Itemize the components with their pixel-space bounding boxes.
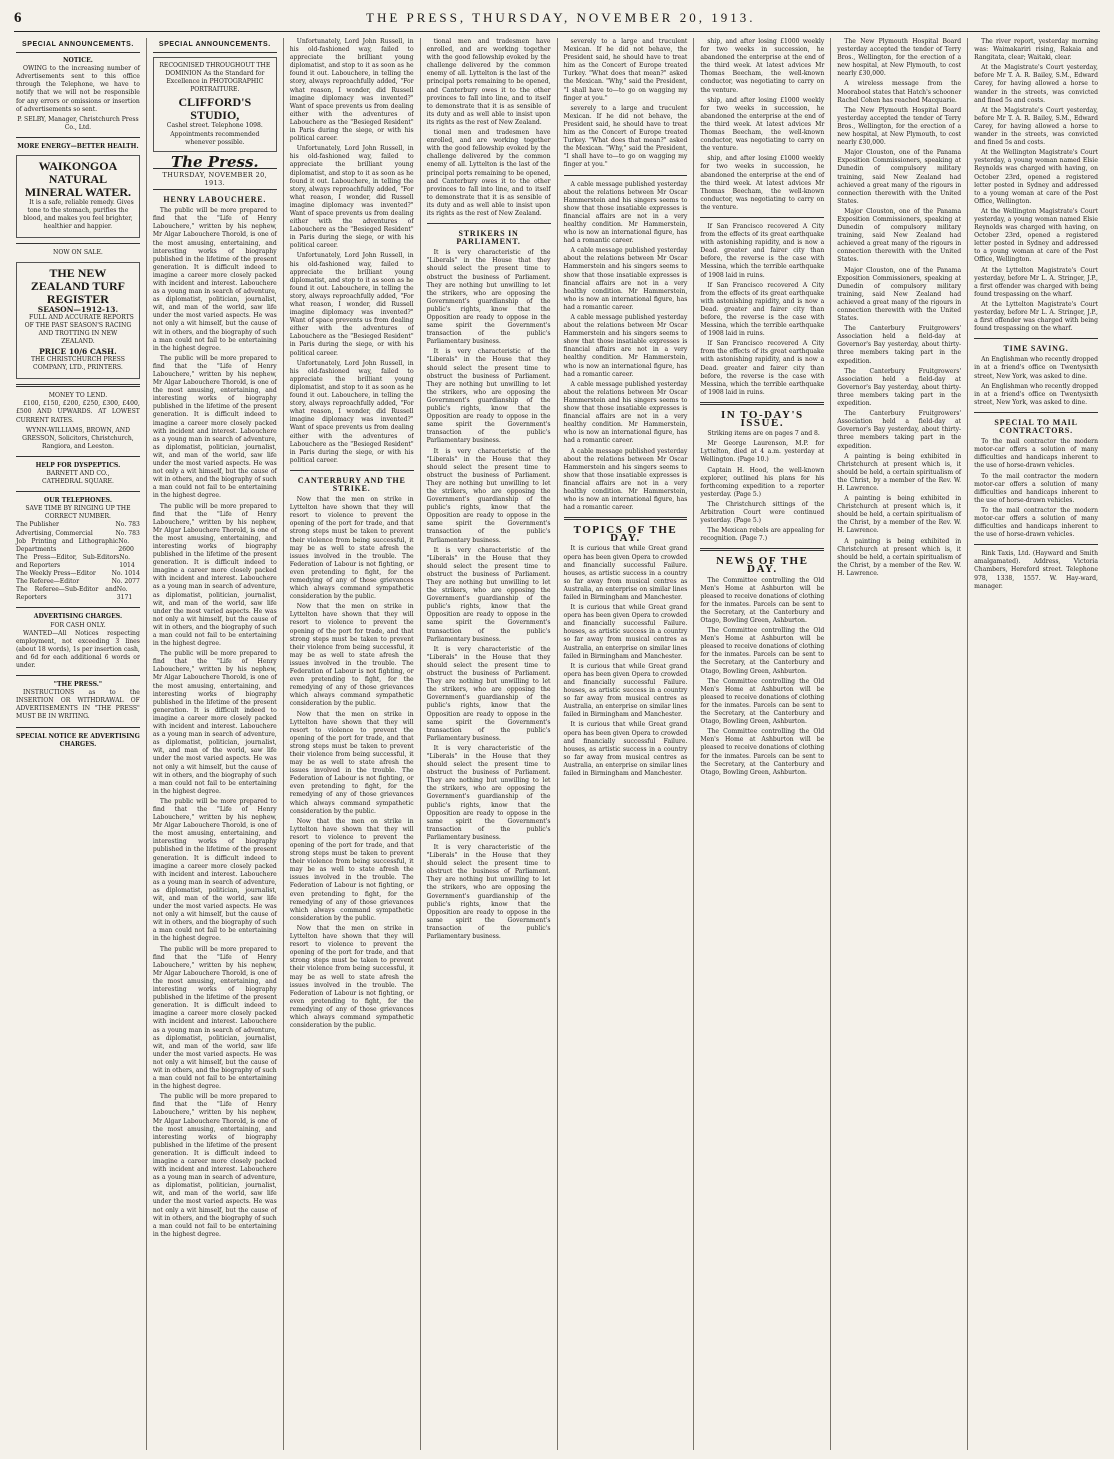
san-francisco-body: If San Francisco recovered A City from the effects of its great earthquake with astonishing rapidity, and is now a Dead. greater and fairer city than before, the reverse is the case with Messina, which the terrible earthquake of 1908 laid in ruins. (700, 281, 825, 338)
special-notice-title: SPECIAL NOTICE RE ADVERTISING CHARGES. (16, 732, 140, 748)
strikers-parliament-body: It is very characteristic of the "Liberals" in the House that they should select the present time to obstruct the business of Parliament. They are nothing but unwilling to let the strikers, who are opposing the Government's guardianship of the public's rights, know that the Opposition are ready to oppose in the same spirit the Government's transaction of the public's Parliamentary business. (426, 348, 551, 445)
wellington-court-body: At the Wellington Magistrate's Court yesterday, a young woman named Elsie Reynolds was charged with having, on October 23rd, opened a registered letter posted in Sydney and addressed to a young woman at care of the Post Office, Wellington. (974, 149, 1098, 205)
phones-subtitle: SAVE TIME BY RINGING UP THE CORRECT NUMBER. (25, 505, 131, 521)
article-continuation: severely to a large and truculent Mexican. If he did not behave, the President said, he should have to treat him as the Concert of Europe treated Turkey. "What does that mean?" asked the Mexican. "Why," said the President, "I shall have to—to go on wagging my finger at you." (563, 104, 688, 169)
article-continuation: Unfortunately, Lord John Russell, in his old-fashioned way, failed to appreciate the brilliant young diplomatist, and stop to it as soon as he found it out. Labouchere, in telling the story, always reproachfully added, "For what reason, I wonder, did Russell imagine diplomacy was invented?" Want of space prevents us from dealing either with the adventures of Labouchere as the "Besieged Resident" in Paris during the siege, or with his political career. (289, 145, 414, 250)
newspaper-columns (10, 38, 1104, 1450)
issue-item: The Christchurch sittings of the Arbitration Court were continued yesterday. (Page 5.) (700, 500, 825, 525)
barnett-ad-name: BARNETT AND CO., (46, 470, 110, 477)
phone-row: The Referee—Sub-Editor and Reporters No. 3171 (16, 586, 133, 602)
strikers-parliament-body: It is very characteristic of the "Liberals" in the House that they should select the present time to obstruct the business of Parliament. They are nothing but unwilling to let the strikers, who are opposing the Government's guardianship of the public's rights, know that the Opposition are ready to oppose in the same spirit the Government's transaction of the public's Parliamentary business. (426, 249, 551, 346)
article-continuation: ship, and after losing £1000 weekly for two weeks in succession, he abandoned the enterprise at the end of the third week. At latest advices Mr Thomas Beecham, the well-known conductor, was negotiating to carry on the venture. (700, 38, 825, 94)
fruitgrowers-body: The Canterbury Fruitgrowers' Association held a field-day at Governor's Bay yesterday, about thirty-three members taking part in the expedition. (837, 367, 962, 408)
clouston-body: Major Clouston, one of the Panama Exposition Commissioners, speaking at Dunedin of compulsory military training, said New Zealand had achieved a great many of the rigours in connection therewith with the United States. (837, 266, 962, 323)
studio-note: Appointments recommended whenever possible. (170, 130, 260, 146)
money-to-lend-title: MONEY TO LEND. (48, 392, 108, 400)
court-body: At the Magistrate's Court yesterday, before Mr T. A. R. Bailey, S.M., Edward Carey, for having allowed a horse to wander in the streets, was convicted and fined 5s and costs. (974, 64, 1098, 104)
painting-body: A painting is being exhibited in Christchurch at present which is, it should be held, a certain spiritualism of the Christ, by a member of the Rev. W. H. Lawrence. (837, 452, 962, 492)
column-1 (10, 38, 147, 1450)
fruitgrowers-body: The Canterbury Fruitgrowers' Association held a field-day at Governor's Bay yesterday, about thirty-three members taking part in the expedition. (837, 325, 962, 365)
paper-name-header: THE PRESS, THURSDAY, NOVEMBER 20, 1913. (366, 10, 756, 25)
phone-row: Job Printing and Lithographic Departments No. 2600 (16, 537, 134, 553)
money-to-lend-body: £100, £150, £200, £250, £300, £400, £500 AND UPWARDS. AT LOWEST CURRENT RATES. (16, 400, 140, 424)
news-body: The Committee controlling the Old Men's Home at Ashburton will be pleased to receive donations of clothing for the inmates. Parcels can be sent to the Secretary, at the Canterbury and Otago, Bowling Green, Ashburton. (700, 576, 825, 624)
article-continuation: Unfortunately, Lord John Russell, in his old-fashioned way, failed to appreciate the brilliant young diplomatist, and stop to it as soon as he found it out. Labouchere, in telling the story, always reproachfully added, "For what reason, I wonder, did Russell imagine diplomacy was invented?" Want of space prevents us from dealing either with the adventures of Labouchere as the "Besieged Resident" in Paris during the siege, or with his political career. (289, 359, 414, 464)
studio-lead: RECOGNISED THROUGHOUT THE DOMINION As the Standard for Excellence in PHOTOGRAPHIC PORTRAITURE. (159, 62, 271, 94)
studio-ad (153, 57, 277, 152)
court-body: At the Magistrate's Court yesterday, before Mr T. A. R. Bailey, S.M., Edward Carey, for having allowed a horse to wander in the streets, was convicted and fined 5s and costs. (974, 106, 1098, 147)
strikers-parliament-body: It is very characteristic of the "Liberals" in the House that they should select the present time to obstruct the business of Parliament. They are nothing but unwilling to let the strikers, who are opposing the Government's guardianship of the public's rights, know that the Opposition are ready to oppose in the same spirit the Government's transaction of the public's Parliamentary business. (426, 744, 551, 841)
lyttelton-court-body: At the Lyttelton Magistrate's Court yesterday, before Mr L. A. Stringer, J.P., a first offender was charged with being found trespassing on the wharf. (974, 266, 1098, 298)
notice-signature: P. SELBY, Manager, Christchurch Press Co., Ltd. (17, 115, 139, 131)
barnett-ad-address: CATHEDRAL SQUARE. (41, 478, 114, 486)
article-body: The public will be more prepared to find that the "Life of Henry Labouchere," written by his nephew, Mr Algar Labouchere Thorold, is one of the most amusing, entertaining, and interesting works of biography published in the lifetime of the present generation. It is difficult indeed to imagine a career more closely packed with incident and interest. Labouchere as a young man in search of adventure, as diplomatist, politician, journalist, wit, and man of the world, saw life under the most varied aspects. He was not only a wit himself, but the cause of wit in others, and the biography of such a man could not fail to be entertaining in the highest degree. (152, 207, 277, 352)
issue-item: Captain H. Hood, the well-known explorer, outlined his plans for his forthcoming expedition to a reporter yesterday. (Page 5.) (700, 466, 825, 498)
rates-body: WANTED—All Notices respecting employment, not exceeding 3 lines (about 18 words), 1s per insertion cash, and 6d for each additional 6 words or under. (16, 629, 140, 669)
article-continuation: tional men and tradesmen have enrolled, and are working together with the good fellowship evoked by the challenge delivered by the common enemy of all. Lyttelton is the last of the principal ports remaining to be opened, and Canterbury owes it to the other provinces to fall into line, and to itself to demonstrate that it is as sensible of its duty and as well able to insist upon its rights as the rest of New Zealand. (426, 129, 551, 217)
turf-register-title: THE NEW ZEALAND TURF REGISTER (30, 265, 125, 306)
canterbury-strike-body: Now that the men on strike in Lyttelton have shown that they will resort to violence to prevent the opening of the port for trade, and that strong steps must be taken to prevent their violence from being successful, it may be as well to state afresh the issues involved in the trouble. The Federation of Labour is not fighting, or even pretending to fight, for the remedying of any of those grievances which always command sympathetic consideration by the public. (289, 496, 414, 601)
money-to-lend-firm: WYNN-WILLIAMS, BROWN, AND GRESSON, Solicitors, Christchurch, Rangiora, and Leeston. (22, 426, 134, 450)
fruitgrowers-body: The Canterbury Fruitgrowers' Association held a field-day at Governor's Bay yesterday, about thirty-three members taking part in the expedition. (837, 410, 962, 450)
water-ad-body: It is a safe, reliable remedy. Gives tone to the stomach, purifies the blood, and makes you feel brighter, healthier and happier. (23, 199, 134, 231)
canterbury-strike-body: Now that the men on strike in Lyttelton have shown that they will resort to violence to prevent the opening of the port for trade, and that strong steps must be taken to prevent their violence from being successful, it may be as well to state afresh the issues involved in the trouble. The Federation of Labour is not fighting, or even pretending to fight, for the remedying of any of those grievances which always command sympathetic consideration by the public. (289, 710, 414, 815)
article-continuation: ship, and after losing £1000 weekly for two weeks in succession, he abandoned the enterprise at the end of the third week. At latest advices Mr Thomas Beecham, the well-known conductor, was negotiating to carry on the venture. (700, 155, 825, 211)
column-2 (147, 38, 284, 1450)
column-6 (694, 38, 831, 1450)
article-body: The public will be more prepared to find that the "Life of Henry Labouchere," written by his nephew, Mr Algar Labouchere Thorold, is one of the most amusing, entertaining, and interesting works of biography published in the lifetime of the present generation. It is difficult indeed to imagine a career more closely packed with incident and interest. Labouchere as a young man in search of adventure, as diplomatist, politician, journalist, wit, and man of the world, saw life under the most varied aspects. He was not only a wit himself, but the cause of wit in others, and the biography of such a man could not fail to be entertaining in the highest degree. (152, 945, 277, 1091)
phone-row: The Press—Editor, Sub-Editors and Reporters No. 1014 (16, 553, 135, 569)
article-body: The public will be more prepared to find that the "Life of Henry Labouchere," written by his nephew, Mr Algar Labouchere Thorold, is one of the most amusing, entertaining, and interesting works of biography published in the lifetime of the present generation. It is difficult indeed to imagine a career more closely packed with incident and interest. Labouchere as a young man in search of adventure, as diplomatist, politician, journalist, wit, and man of the world, saw life under the most varied aspects. He was not only a wit himself, but the cause of wit in others, and the biography of such a man could not fail to be entertaining in the highest degree. (152, 650, 277, 795)
turf-register-company: THE CHRISTCHURCH PRESS COMPANY, LTD., PRINTERS. (30, 356, 125, 372)
painting-body: A painting is being exhibited in Christchurch at present which is, it should be held, a certain spiritualism of the Christ, by a member of the Rev. W. H. Lawrence. (837, 495, 962, 535)
news-body: The Committee controlling the Old Men's Home at Ashburton will be pleased to receive donations of clothing for the inmates. Parcels can be sent to the Secretary, at the Canterbury and Otago, Bowling Green, Ashburton. (700, 677, 825, 726)
article-title: HENRY LABOUCHERE. (163, 195, 267, 205)
column-8 (968, 38, 1104, 1450)
press-notice-body: INSTRUCTIONS as to the INSERTION OR WITHDRAWAL OF ADVERTISEMENTS IN "THE PRESS" MUST BE IN WRITING. (16, 689, 140, 721)
mail-contractors-body: To the mail contractor the modern motor-car offers a solution of many difficulties and handicaps inherent to the use of horse-drawn vehicles. (974, 472, 1098, 504)
article-continuation: The New Plymouth Hospital Board yesterday accepted the tender of Terry Bros., Wellington, for the erection of a new hospital, at New Plymouth, to cost nearly £30,000. (837, 38, 962, 78)
clouston-body: Major Clouston, one of the Panama Exposition Commissioners, speaking at Dunedin of compulsory military training, said New Zealand had achieved a great many of the rigours in connection therewith with the United States. (837, 149, 962, 205)
strikers-parliament-body: It is very characteristic of the "Liberals" in the House that they should select the present time to obstruct the business of Parliament. They are nothing but unwilling to let the strikers, who are opposing the Government's guardianship of the public's rights, know that the Opposition are ready to oppose in the same spirit the Government's transaction of the public's Parliamentary business. (426, 645, 551, 742)
phone-row: Advertising, Commercial No. 783 (16, 529, 140, 537)
mail-contractors-body: To the mail contractor the modern motor-car offers a solution of many difficulties and handicaps inherent to the use of horse-drawn vehicles. (974, 438, 1098, 470)
phone-directory (16, 521, 140, 602)
todays-issue-list (700, 430, 824, 543)
canterbury-strike-body: Now that the men on strike in Lyttelton have shown that they will resort to violence to prevent the opening of the port for trade, and that strong steps must be taken to prevent their violence from being successful, it may be as well to state afresh the issues involved in the trouble. The Federation of Labour is not fighting, or even pretending to fight, for the remedying of any of those grievances which always command sympathetic consideration by the public. (289, 603, 414, 708)
turf-ad-pre: NOW ON SALE. (53, 249, 103, 257)
article-body: The public will be more prepared to find that the "Life of Henry Labouchere," written by his nephew, Mr Algar Labouchere Thorold, is one of the most amusing, entertaining, and interesting works of biography published in the lifetime of the present generation. It is difficult indeed to imagine a career more closely packed with incident and interest. Labouchere as a young man in search of adventure, as diplomatist, politician, journalist, wit, and man of the world, saw life under the most varied aspects. He was not only a wit himself, but the cause of wit in others, and the biography of such a man could not fail to be entertaining in the highest degree. (152, 1093, 277, 1238)
page-number: 6 (14, 10, 22, 26)
painting-body: A painting is being exhibited in Christchurch at present which is, it should be held, a certain spiritualism of the Christ, by a member of the Rev. W. H. Lawrence. (837, 537, 962, 577)
hammerstein-body: A cable message published yesterday about the relations between Mr Oscar Hammerstein and his singers seems to show that those insatiable expresses is financial affairs are not in a very healthy condition. Mr Hammerstein, who is now an international figure, has had a romantic career. (563, 380, 688, 445)
strikers-parliament-body: It is very characteristic of the "Liberals" in the House that they should select the present time to obstruct the business of Parliament. They are nothing but unwilling to let the strikers, who are opposing the Government's guardianship of the public's rights, know that the Opposition are ready to oppose in the same spirit the Government's transaction of the public's Parliamentary business. (426, 546, 551, 643)
turf-register-body: FULL AND ACCURATE REPORTS OF THE PAST SEASON'S RACING AND TROTTING IN NEW ZEALAND. (24, 313, 134, 345)
issue-item: Striking items are on pages 7 and 8. (707, 430, 820, 438)
time-saving-body: An Englishman who recently dropped in at a friend's office on Twentysixth street, New York, was asked to dine. (974, 382, 1098, 406)
article-body: The public will be more prepared to find that the "Life of Henry Labouchere," written by his nephew, Mr Algar Labouchere Thorold, is one of the most amusing, entertaining, and interesting works of biography published in the lifetime of the present generation. It is difficult indeed to imagine a career more closely packed with incident and interest. Labouchere as a young man in search of adventure, as diplomatist, politician, journalist, wit, and man of the world, saw life under the most varied aspects. He was not only a wit himself, but the cause of wit in others, and the biography of such a man could not fail to be entertaining in the highest degree. (152, 502, 277, 648)
press-notice-title: "THE PRESS." (53, 681, 103, 689)
hammerstein-body: A cable message published yesterday about the relations between Mr Oscar Hammerstein and his singers seems to show that those insatiable expresses is financial affairs are not in a very healthy condition. Mr Hammerstein, who is now an international figure, has had a romantic career. (563, 314, 688, 378)
article-continuation: tional men and tradesmen have enrolled, and are working together with the good fellowship evoked by the challenge delivered by the common enemy of all. Lyttelton is the last of the principal ports remaining to be opened, and Canterbury owes it to the other provinces to fall into line, and to itself to demonstrate that it is as sensible of its duty and as well able to insist upon its rights as the rest of New Zealand. (426, 38, 551, 126)
rates-subtitle: FOR CASH ONLY. (50, 621, 106, 629)
dateline: THURSDAY, NOVEMBER 20, 1913. (153, 168, 277, 190)
column-3 (284, 38, 421, 1450)
canterbury-strike-body: Now that the men on strike in Lyttelton have shown that they will resort to violence to prevent the opening of the port for trade, and that strong steps must be taken to prevent their violence from being successful, it may be as well to state afresh the issues involved in the trouble. The Federation of Labour is not fighting, or even pretending to fight, for the remedying of any of those grievances which always command sympathetic consideration by the public. (289, 817, 414, 922)
notice-body: OWING to the increasing number of Advertisements sent to this office through the Telephone, we have to notify that we will not be responsible for any errors or omissions or insertion of advertisements so sent. (16, 65, 140, 113)
section-heading: SPECIAL ANNOUNCEMENTS. (16, 41, 140, 53)
barnett-ad-heading: HELP FOR DYSPEPTICS. (35, 461, 121, 469)
topics-body: It is curious that while Great grand opera has been given Opera to crowded and financially successful Failure. houses, as artistic success in a country so far away from musical centres as Australia, an enterprise on similar lines failed in Birmingham and Manchester. (563, 604, 688, 660)
news-of-the-day-title: NEWS OF THE DAY. (716, 555, 809, 576)
strikers-parliament-title: STRIKERS IN PARLIAMENT. (456, 229, 521, 247)
phone-row: The Weekly Press—Editor No. 1014 (16, 570, 140, 578)
hammerstein-body: A cable message published yesterday about the relations between Mr Oscar Hammerstein and his singers seems to show that those insatiable expresses is financial affairs are not in a very healthy condition. Mr Hammerstein, who is now an international figure, has had a romantic career. (563, 180, 688, 245)
column-4 (421, 38, 558, 1450)
article-body: The public will be more prepared to find that the "Life of Henry Labouchere," written by his nephew, Mr Algar Labouchere Thorold, is one of the most amusing, entertaining, and interesting works of biography published in the lifetime of the present generation. It is difficult indeed to imagine a career more closely packed with incident and interest. Labouchere as a young man in search of adventure, as diplomatist, politician, journalist, wit, and man of the world, saw life under the most varied aspects. He was not only a wit himself, but the cause of wit in others, and the biography of such a man could not fail to be entertaining in the highest degree. (152, 797, 277, 943)
topics-body: It is curious that while Great grand opera has been given Opera to crowded and financially successful Failure. houses, as artistic success in a country so far away from musical centres as Australia, an enterprise on similar lines failed in Birmingham and Manchester. (563, 721, 688, 777)
article-continuation: Unfortunately, Lord John Russell, in his old-fashioned way, failed to appreciate the brilliant young diplomatist, and stop to it as soon as he found it out. Labouchere, in telling the story, always reproachfully added, "For what reason, I wonder, did Russell imagine diplomacy was invented?" Want of space prevents us from dealing either with the adventures of Labouchere as the "Besieged Resident" in Paris during the siege, or with his political career. (289, 38, 414, 143)
todays-issue-title: IN TO-DAY'S ISSUE. (720, 408, 804, 430)
topics-body: It is curious that while Great grand opera has been given Opera to crowded and financially successful Failure. houses, as artistic success in a country so far away from musical centres as Australia, an enterprise on similar lines failed in Birmingham and Manchester. (563, 545, 688, 601)
column-5 (558, 38, 695, 1450)
lyttelton-court-body: At the Lyttelton Magistrate's Court yesterday, before Mr L. A. Stringer, J.P., a first offender was charged with being found trespassing on the wharf. (974, 300, 1098, 333)
article-continuation: Unfortunately, Lord John Russell, in his old-fashioned way, failed to appreciate the brilliant young diplomatist, and stop to it as soon as he found it out. Labouchere, in telling the story, always reproachfully added, "For what reason, I wonder, did Russell imagine diplomacy was invented?" Want of space prevents us from dealing either with the adventures of Labouchere as the "Besieged Resident" in Paris during the siege, or with his political career. (289, 252, 414, 357)
mail-contractors-body: To the mail contractor the modern motor-car offers a solution of many difficulties and handicaps inherent to the use of horse-drawn vehicles. (974, 506, 1098, 539)
article-continuation: The New Plymouth Hospital Board yesterday accepted the tender of Terry Bros., Wellington, for the erection of a new hospital, at New Plymouth, to cost nearly £30,000. (837, 106, 962, 147)
article-continuation: ship, and after losing £1000 weekly for two weeks in succession, he abandoned the enterprise at the end of the third week. At latest advices Mr Thomas Beecham, the well-known conductor, was negotiating to carry on the venture. (700, 96, 825, 153)
canterbury-strike-title: CANTERBURY AND THE STRIKE. (297, 475, 406, 493)
article-body: The public will be more prepared to find that the "Life of Henry Labouchere," written by his nephew, Mr Algar Labouchere Thorold, is one of the most amusing, entertaining, and interesting works of biography published in the lifetime of the present generation. It is difficult indeed to imagine a career more closely packed with incident and interest. Labouchere as a young man in search of adventure, as diplomatist, politician, journalist, wit, and man of the world, saw life under the most varied aspects. He was not only a wit himself, but the cause of wit in others, and the biography of such a man could not fail to be entertaining in the highest degree. (152, 354, 277, 500)
time-saving-title: TIME SAVING. (1003, 344, 1069, 354)
san-francisco-body: If San Francisco recovered A City from the effects of its great earthquake with astonishing rapidity, and is now a Dead. greater and fairer city than before, the reverse is the case with Messina, which the terrible earthquake of 1908 laid in ruins. (700, 340, 825, 396)
studio-address: Cashel street. Telephone 1098. (166, 122, 263, 130)
strikers-parliament-body: It is very characteristic of the "Liberals" in the House that they should select the present time to obstruct the business of Parliament. They are nothing but unwilling to let the strikers, who are opposing the Government's guardianship of the public's rights, know that the Opposition are ready to oppose in the same spirit the Government's transaction of the public's Parliamentary business. (426, 447, 551, 544)
studio-name: CLIFFORD'S STUDIO, (178, 95, 252, 123)
notice-title: NOTICE. (62, 57, 93, 65)
wireless-body: A wireless message from the Moorabool states that Hatch's schooner Rachel Cohen has reached Macquarie. (837, 80, 962, 104)
time-saving-body: An Englishman who recently dropped in at a friend's office on Twentysixth street, New York, was asked to dine. (974, 356, 1098, 380)
turf-register-season: SEASON—1912-13. (37, 304, 119, 314)
hammerstein-body: A cable message published yesterday about the relations between Mr Oscar Hammerstein and his singers seems to show that those insatiable expresses is financial affairs are not in a very healthy condition. Mr Hammerstein, who is now an international figure, has had a romantic career. (563, 247, 688, 311)
news-body: The Committee controlling the Old Men's Home at Ashburton will be pleased to receive donations of clothing for the inmates. Parcels can be sent to the Secretary, at the Canterbury and Otago, Bowling Green, Ashburton. (700, 728, 825, 776)
issue-item: The Mexican rebels are appealing for recognition. (Page 7.) (700, 527, 825, 543)
phone-row: The Publisher No. 783 (16, 521, 140, 529)
topics-of-the-day-title: TOPICS OF THE DAY. (573, 524, 678, 545)
water-ad-heading: MORE ENERGY—BETTER HEALTH. (17, 142, 139, 150)
rink-taxis-ad: Rink Taxis, Ltd. (Hayward and Smith amalgamated). Address, Victoria Chambers, Hereford street. Telephone 978, 1338, 1557. W. Hay-ward, manager. (974, 550, 1098, 590)
strikers-parliament-body: It is very characteristic of the "Liberals" in the House that they should select the present time to obstruct the business of Parliament. They are nothing but unwilling to let the strikers, who are opposing the Government's guardianship of the public's rights, know that the Opposition are ready to oppose in the same spirit the Government's transaction of the public's Parliamentary business. (426, 844, 551, 941)
turf-register-price: PRICE 10/6 CASH. (39, 346, 117, 356)
news-body: The Committee controlling the Old Men's Home at Ashburton will be pleased to receive donations of clothing for the inmates. Parcels can be sent to the Secretary, at the Canterbury and Otago, Bowling Green, Ashburton. (700, 627, 825, 675)
san-francisco-body: If San Francisco recovered A City from the effects of its great earthquake with astonishing rapidity, and is now a Dead. greater and fairer city than before, the reverse is the case with Messina, which the terrible earthquake of 1908 laid in ruins. (700, 222, 825, 279)
canterbury-strike-body: Now that the men on strike in Lyttelton have shown that they will resort to violence to prevent the opening of the port for trade, and that strong steps must be taken to prevent their violence from being successful, it may be as well to state afresh the issues involved in the trouble. The Federation of Labour is not fighting, or even pretending to fight, for the remedying of any of those grievances which always command sympathetic consideration by the public. (289, 924, 414, 1030)
phone-row: The Referee—Editor No. 2077 (16, 578, 140, 586)
paper-title: The Press. (170, 152, 259, 171)
hammerstein-body: A cable message published yesterday about the relations between Mr Oscar Hammerstein and his singers seems to show that those insatiable expresses is financial affairs are not in a very healthy condition. Mr Hammerstein, who is now an international figure, has had a romantic career. (563, 447, 688, 512)
clouston-body: Major Clouston, one of the Panama Exposition Commissioners, speaking at Dunedin of compulsory military training, said New Zealand had achieved a great many of the rigours in connection therewith with the United States. (837, 207, 962, 264)
masthead (14, 10, 1100, 32)
water-ad-name: WAIKONGOA NATURAL MINERAL WATER. (24, 159, 132, 200)
phones-title: OUR TELEPHONES. (43, 497, 112, 505)
river-report: The river report, yesterday morning was: Waimakariri rising, Rakaia and Rangitata, clear; Waitaki, clear. (974, 38, 1098, 62)
water-ad (16, 155, 140, 238)
section-heading: SPECIAL ANNOUNCEMENTS. (153, 41, 277, 53)
turf-register-ad (16, 262, 140, 380)
rates-title: ADVERTISING CHARGES. (33, 613, 123, 621)
wellington-court-body: At the Wellington Magistrate's Court yesterday, a young woman named Elsie Reynolds was charged with having, on October 23rd, opened a registered letter posted in Sydney and addressed to a young woman at care of the Post Office, Wellington. (974, 207, 1098, 264)
topics-body: It is curious that while Great grand opera has been given Opera to crowded and financially successful Failure. houses, as artistic success in a country so far away from musical centres as Australia, an enterprise on similar lines failed in Birmingham and Manchester. (563, 662, 688, 719)
article-continuation: severely to a large and truculent Mexican. If he did not behave, the President said, he should have to treat him as the Concert of Europe treated Turkey. "What does that mean?" asked the Mexican. "Why," said the President, "I shall have to—to go on wagging my finger at you." (563, 38, 688, 102)
column-7 (831, 38, 968, 1450)
mail-contractors-title: SPECIAL TO MAIL CONTRACTORS. (994, 417, 1078, 436)
issue-item: Mr George Laurenson, M.P. for Lyttelton, died at 4 a.m. yesterday at Wellington. (Page 10.) (700, 440, 825, 464)
